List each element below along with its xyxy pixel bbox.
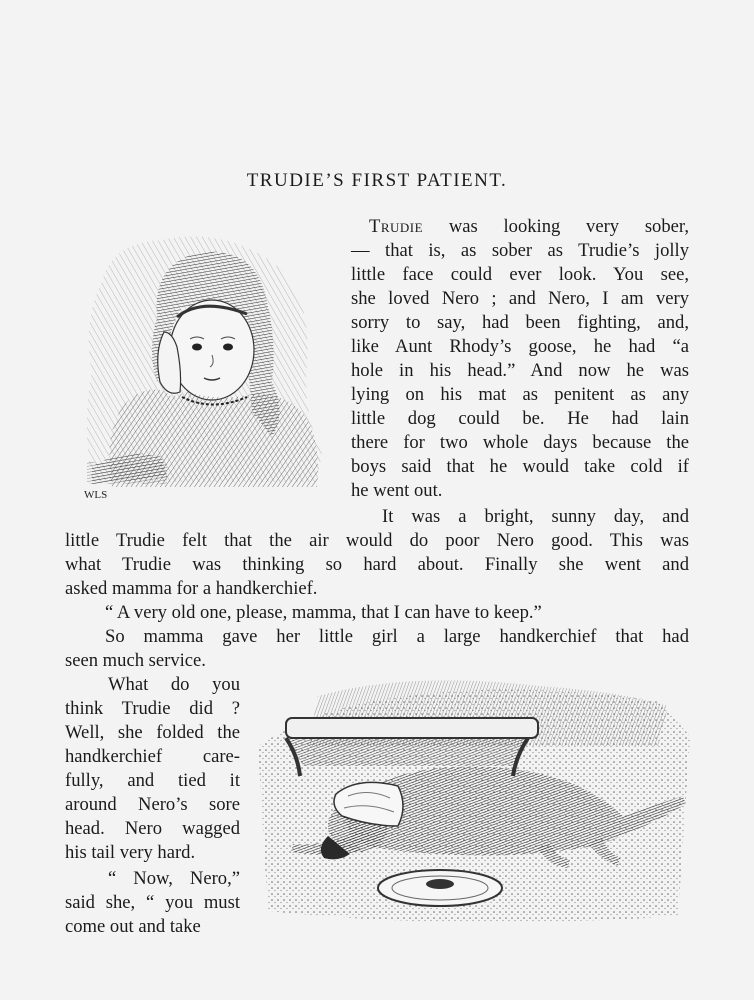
text-line: lying on his mat as penitent as any <box>351 384 689 405</box>
text-line: little Trudie felt that the air would do poor Nero good. This was <box>65 530 689 551</box>
trudie-illustration <box>72 222 330 500</box>
text-line: “ A very old one, please, mamma, that I can have to keep.” <box>105 602 542 623</box>
text-line: fully, and tied it <box>65 770 240 791</box>
text-line: What do you <box>108 674 240 695</box>
text-line: Well, she folded the <box>65 722 240 743</box>
text-line: think Trudie did ? <box>65 698 240 719</box>
text-line: seen much service. <box>65 650 206 671</box>
drop-word: Trudie <box>369 216 424 237</box>
text-line: handkerchief care- <box>65 746 240 767</box>
text-line: around Nero’s sore <box>65 794 240 815</box>
text-line: It was a bright, sunny day, and <box>382 506 689 527</box>
nero-dog-illustration <box>258 676 690 926</box>
text-line: his tail very hard. <box>65 842 196 863</box>
text-line: like Aunt Rhody’s goose, he had “a <box>351 336 689 357</box>
text-line: what Trudie was thinking so hard about. Finally she went and <box>65 554 689 575</box>
page-title: TRUDIE’S FIRST PATIENT. <box>246 170 508 191</box>
text-line: asked mamma for a handkerchief. <box>65 578 318 599</box>
text-line: he went out. <box>351 480 443 501</box>
text-line: there for two whole days because the <box>351 432 689 453</box>
text-line: — that is, as sober as Trudie’s jolly <box>351 240 689 261</box>
text-line: boys said that he would take cold if <box>351 456 689 477</box>
text-line: head. Nero wagged <box>65 818 240 839</box>
text-line: she loved Nero ; and Nero, I am very <box>351 288 689 309</box>
text-line: “ Now, Nero,” <box>108 868 240 889</box>
text-line: little dog could be. He had lain <box>351 408 689 429</box>
text-line: said she, “ you must <box>65 892 240 913</box>
illustration-signature: WLS <box>84 489 108 500</box>
text-line: Trudie was looking very sober, <box>369 216 689 237</box>
text-line: sorry to say, had been fighting, and, <box>351 312 689 333</box>
text-line: So mamma gave her little girl a large handkerchief that had <box>105 626 689 647</box>
text-line: little face could ever look. You see, <box>351 264 689 285</box>
text-line: come out and take <box>65 916 201 937</box>
text-line: hole in his head.” And now he was <box>351 360 689 381</box>
